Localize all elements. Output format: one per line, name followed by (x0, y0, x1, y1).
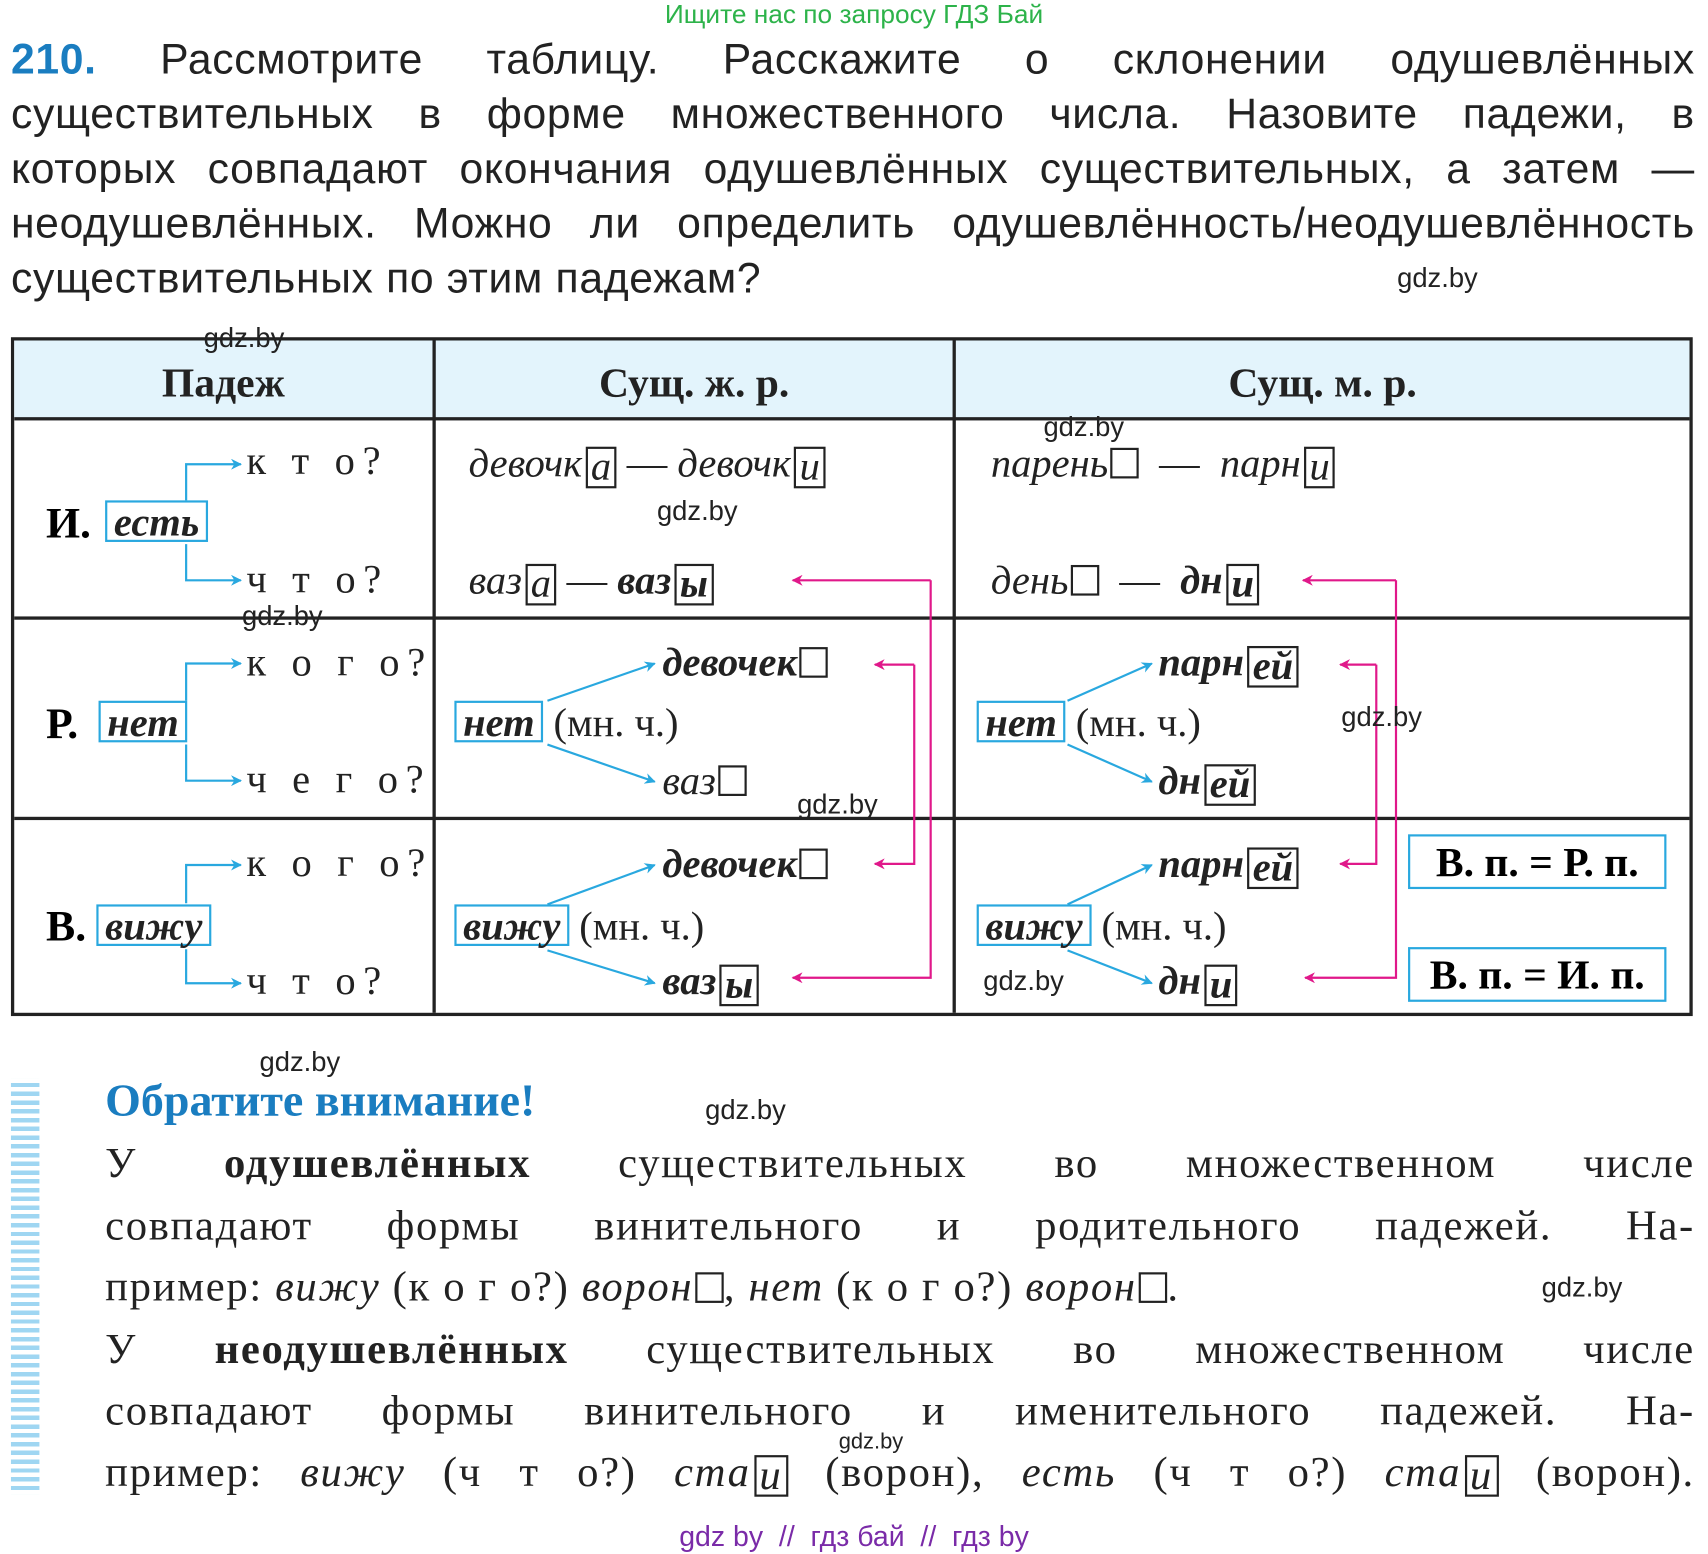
rule-acc-eq-nom: В. п. = И. п. (1408, 947, 1666, 1002)
verb-box: есть (105, 500, 208, 542)
note-line-6: пример: вижу (ч т о?) ста и (ворон), есть (ч т о?) ста и (ворон). (105, 1448, 1695, 1499)
masc-nom-pair-2: день — дн и (991, 559, 1260, 604)
task-line-2: существительных в форме множественного числа. Назовите падежи, в (10, 90, 1695, 138)
bottom-watermark: gdz by // гдз бай // гдз by (679, 1519, 1029, 1553)
masc-nom-pair-1: парень — парн и (991, 442, 1335, 487)
verb-box: вижу (96, 904, 211, 946)
note-line-5: совпадают формы винительного и именительного падежей. На- (105, 1387, 1695, 1435)
note-line-2: совпадают формы винительного и родительного падежей. На- (105, 1202, 1695, 1250)
note-line-1: У одушевлённых существительных во множественном числе (105, 1139, 1695, 1187)
watermark: gdz.by (203, 322, 285, 354)
task-number: 210. (10, 36, 97, 84)
question: ч е г о? (246, 757, 432, 803)
note-stripe (11, 1078, 39, 1494)
case-accusative: В. (45, 901, 87, 951)
fem-gen-animate: девочек (662, 642, 827, 686)
task-line-3: которых совпадают окончания одушевлённых существительных, а затем — (10, 145, 1695, 193)
watermark: gdz.by (983, 965, 1064, 997)
fem-acc-inanimate: ваз ы (662, 960, 758, 1005)
masc-gen-animate: парн ей (1158, 642, 1298, 687)
task-text: Рассмотрите таблицу. Расскажите о склонении одушевлённых (160, 36, 1695, 84)
masc-acc-verb: вижу (мн. ч.) (977, 904, 1227, 949)
question: к о г о? (246, 840, 433, 886)
question: ч т о? (246, 557, 389, 603)
note-line-4: У неодушевлённых существительных во множественном числе (105, 1325, 1695, 1374)
task-line-4: неодушевлённых. Можно ли определить одушевлённость/неодушевлённость (10, 200, 1695, 248)
watermark: gdz.by (259, 1046, 341, 1078)
question: к т о? (246, 439, 389, 484)
fem-gen-verb: нет (мн. ч.) (454, 701, 678, 746)
note-line-3: пример: вижу (к о г о?) ворон , нет (к о г о?) ворон . (105, 1263, 1180, 1311)
fem-gen-inanimate: ваз (662, 760, 746, 804)
fem-nom-pair-1: девочк а — девочк и (469, 442, 826, 487)
task-line-5: существительных по этим падежам? (10, 255, 762, 303)
fem-acc-verb: вижу (мн. ч.) (454, 904, 704, 949)
watermark: gdz.by (705, 1094, 786, 1126)
watermark: gdz.by (838, 1429, 904, 1455)
watermark: gdz.by (1341, 701, 1422, 733)
watermark: gdz.by (797, 789, 878, 821)
watermark: gdz.by (1541, 1272, 1623, 1303)
fem-acc-animate: девочек (662, 843, 827, 887)
question: ч т о? (246, 959, 389, 1005)
fem-nom-pair-2: ваз а — ваз ы (469, 559, 714, 604)
verb-box: нет (99, 701, 188, 743)
watermark: gdz.by (656, 495, 738, 527)
header-case: Падеж (161, 360, 285, 407)
case-nominative: И. (45, 498, 92, 548)
masc-gen-inanimate: дн ей (1158, 760, 1255, 805)
case-genitive: Р. (45, 698, 79, 748)
masc-acc-inanimate: дн и (1158, 960, 1237, 1005)
masc-acc-animate: парн ей (1158, 843, 1298, 888)
header-masculine: Сущ. м. р. (1228, 360, 1417, 407)
note-title: Обратите внимание! (105, 1076, 536, 1127)
top-watermark: Ищите нас по запросу ГДЗ Бай (664, 0, 1044, 30)
header-feminine: Сущ. ж. р. (599, 360, 790, 407)
rule-acc-eq-gen: В. п. = Р. п. (1408, 834, 1666, 889)
masc-gen-verb: нет (мн. ч.) (977, 701, 1201, 746)
watermark: gdz.by (1043, 411, 1125, 443)
watermark: gdz.by (1397, 262, 1478, 294)
watermark: gdz.by (241, 601, 323, 632)
question: к о г о? (246, 640, 433, 686)
